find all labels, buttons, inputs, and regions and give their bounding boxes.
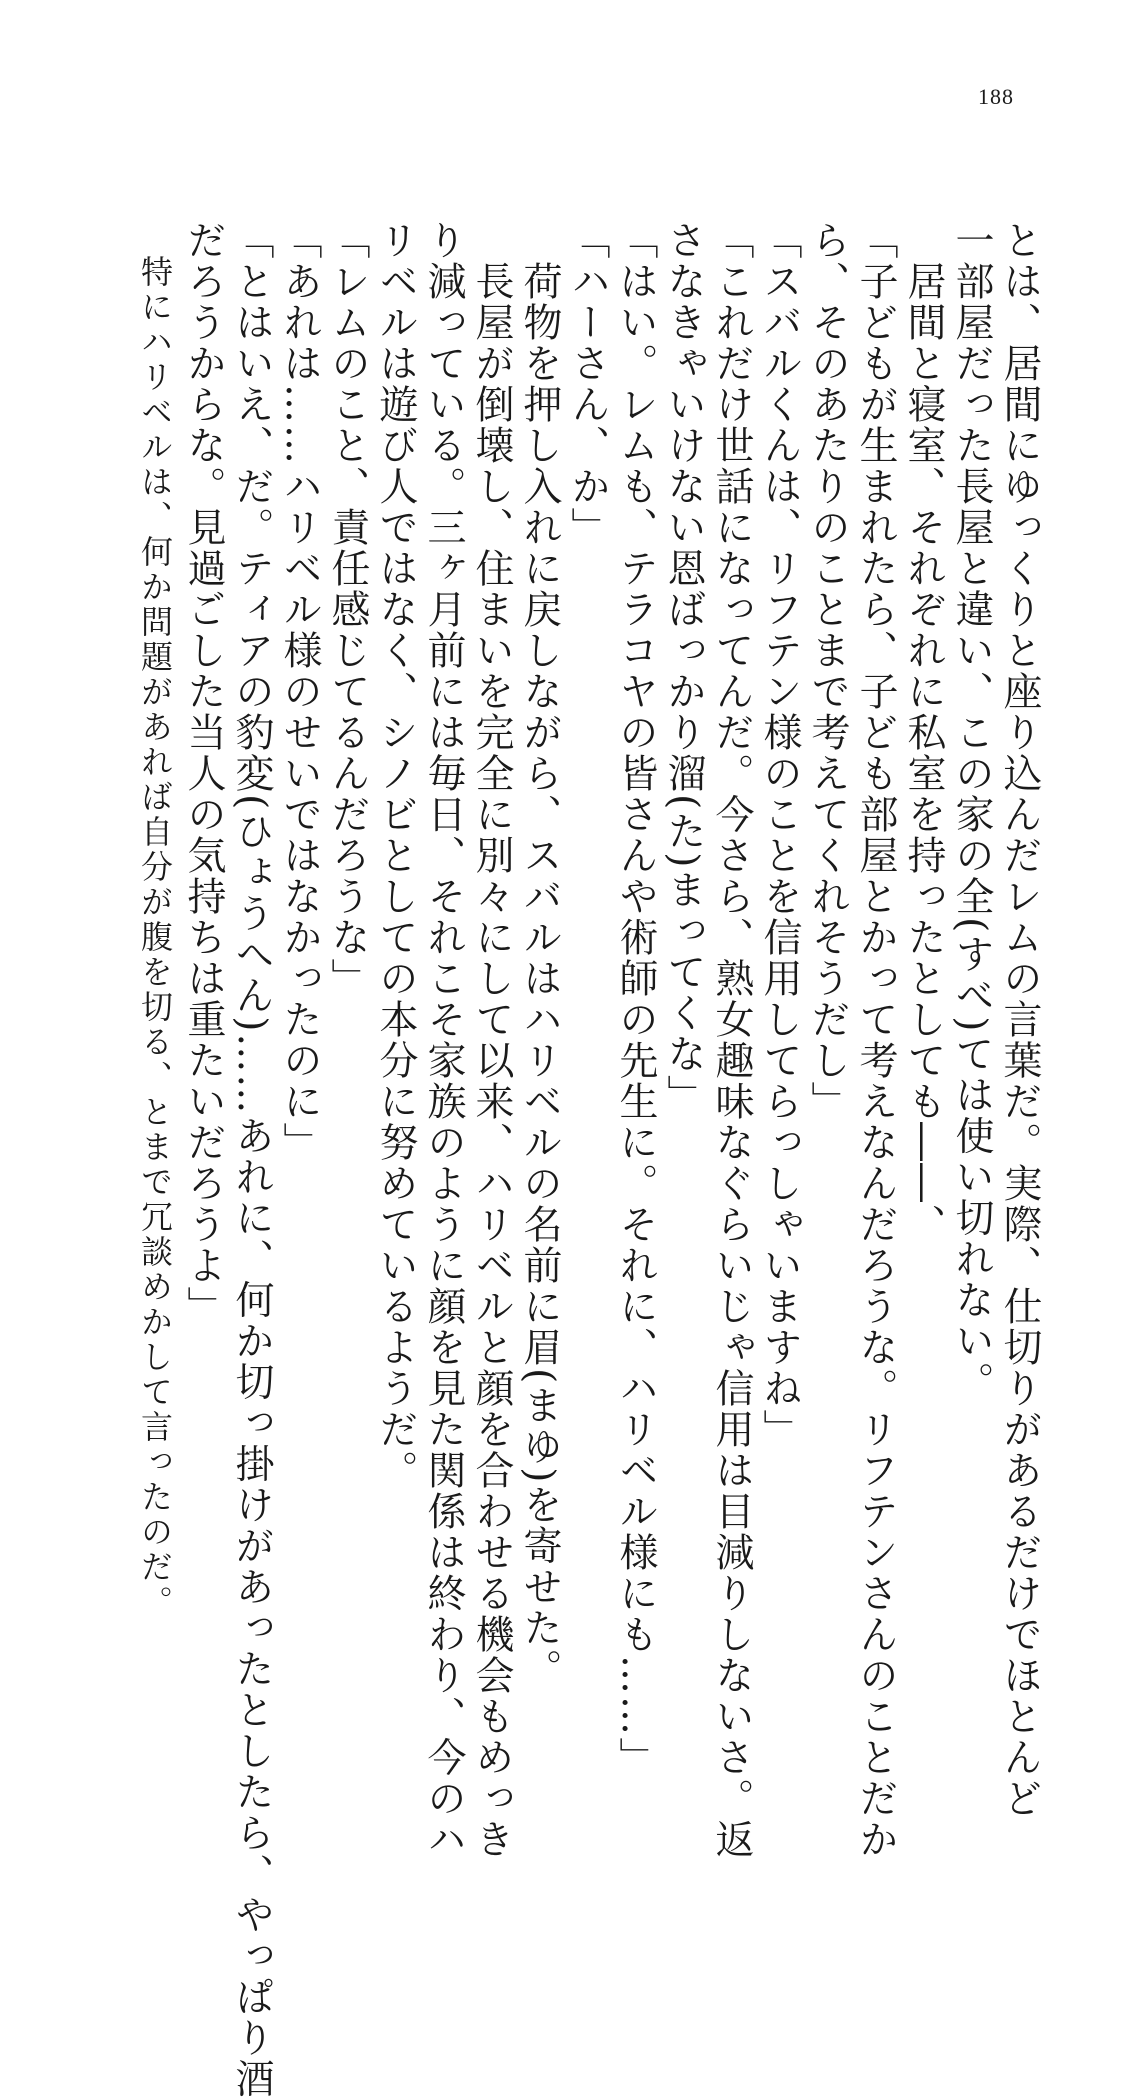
text-line: 長屋が倒壊し、住まいを完全に別々にして以来、ハリベルと顔を合わせる機会もめっき — [469, 220, 514, 1860]
page-number: 188 — [978, 84, 1014, 109]
text-line: だろうからな。見過ごした当人の気持ちは重たいだろうよ」 — [181, 220, 226, 1327]
text-line: 特にハリベルは、何か問題があれば自分が腹を切る、とまで冗談めかして言ったのだ。 — [136, 220, 174, 1620]
text-line: 「スバルくんは、リフテン様のことを信用してらっしゃいますね」 — [757, 220, 802, 1450]
text-line: 荷物を押し入れに戻しながら、スバルはハリベルの名前に眉(まゆ)を寄せた。 — [517, 220, 562, 1690]
text-line: 「子どもが生まれたら、子ども部屋とかって考えなんだろうな。リフテンさんのことだか — [853, 220, 898, 1860]
text-line: 一部屋だった長屋と違い、この家の全(すべ)ては使い切れない。 — [949, 220, 994, 1403]
text-line: ら、そのあたりのことまで考えてくれそうだし」 — [805, 220, 850, 1122]
text-line: 居間と寝室、それぞれに私室を持ったとしても――、 — [901, 220, 946, 1245]
text-line: 「あれは……ハリベル様のせいではなかったのに」 — [277, 220, 322, 1163]
text-line: とは、居間にゆっくりと座り込んだレムの言葉だ。実際、仕切りがあるだけでほとんど — [997, 220, 1042, 1819]
text-line: 「ハーさん、か」 — [565, 220, 610, 548]
text-line: 「これだけ世話になってんだ。今さら、熟女趣味なぐらいじゃ信用は目減りしないさ。返 — [709, 220, 754, 1860]
body-text — [131, 220, 1043, 2099]
text-line: 「とはいえ、だ。ティアの豹変(ひょうへん)……あれに、何か切っ掛けがあったとしたら、やっぱり酒 — [229, 220, 274, 2099]
text-line: 「レムのこと、責任感じてるんだろうな」 — [325, 220, 370, 999]
text-line: 「はい。レムも、テラコヤの皆さんや術師の先生に。それに、ハリベル様にも……」 — [613, 220, 658, 1778]
text-line: り減っている。三ヶ月前には毎日、それこそ家族のように顔を見た関係は終わり、今のハ — [421, 220, 466, 1860]
text-line: リベルは遊び人ではなく、シノビとしての本分に努めているようだ。 — [373, 220, 418, 1491]
text-line: さなきゃいけない恩ばっかり溜(た)まってくな」 — [661, 220, 706, 1116]
